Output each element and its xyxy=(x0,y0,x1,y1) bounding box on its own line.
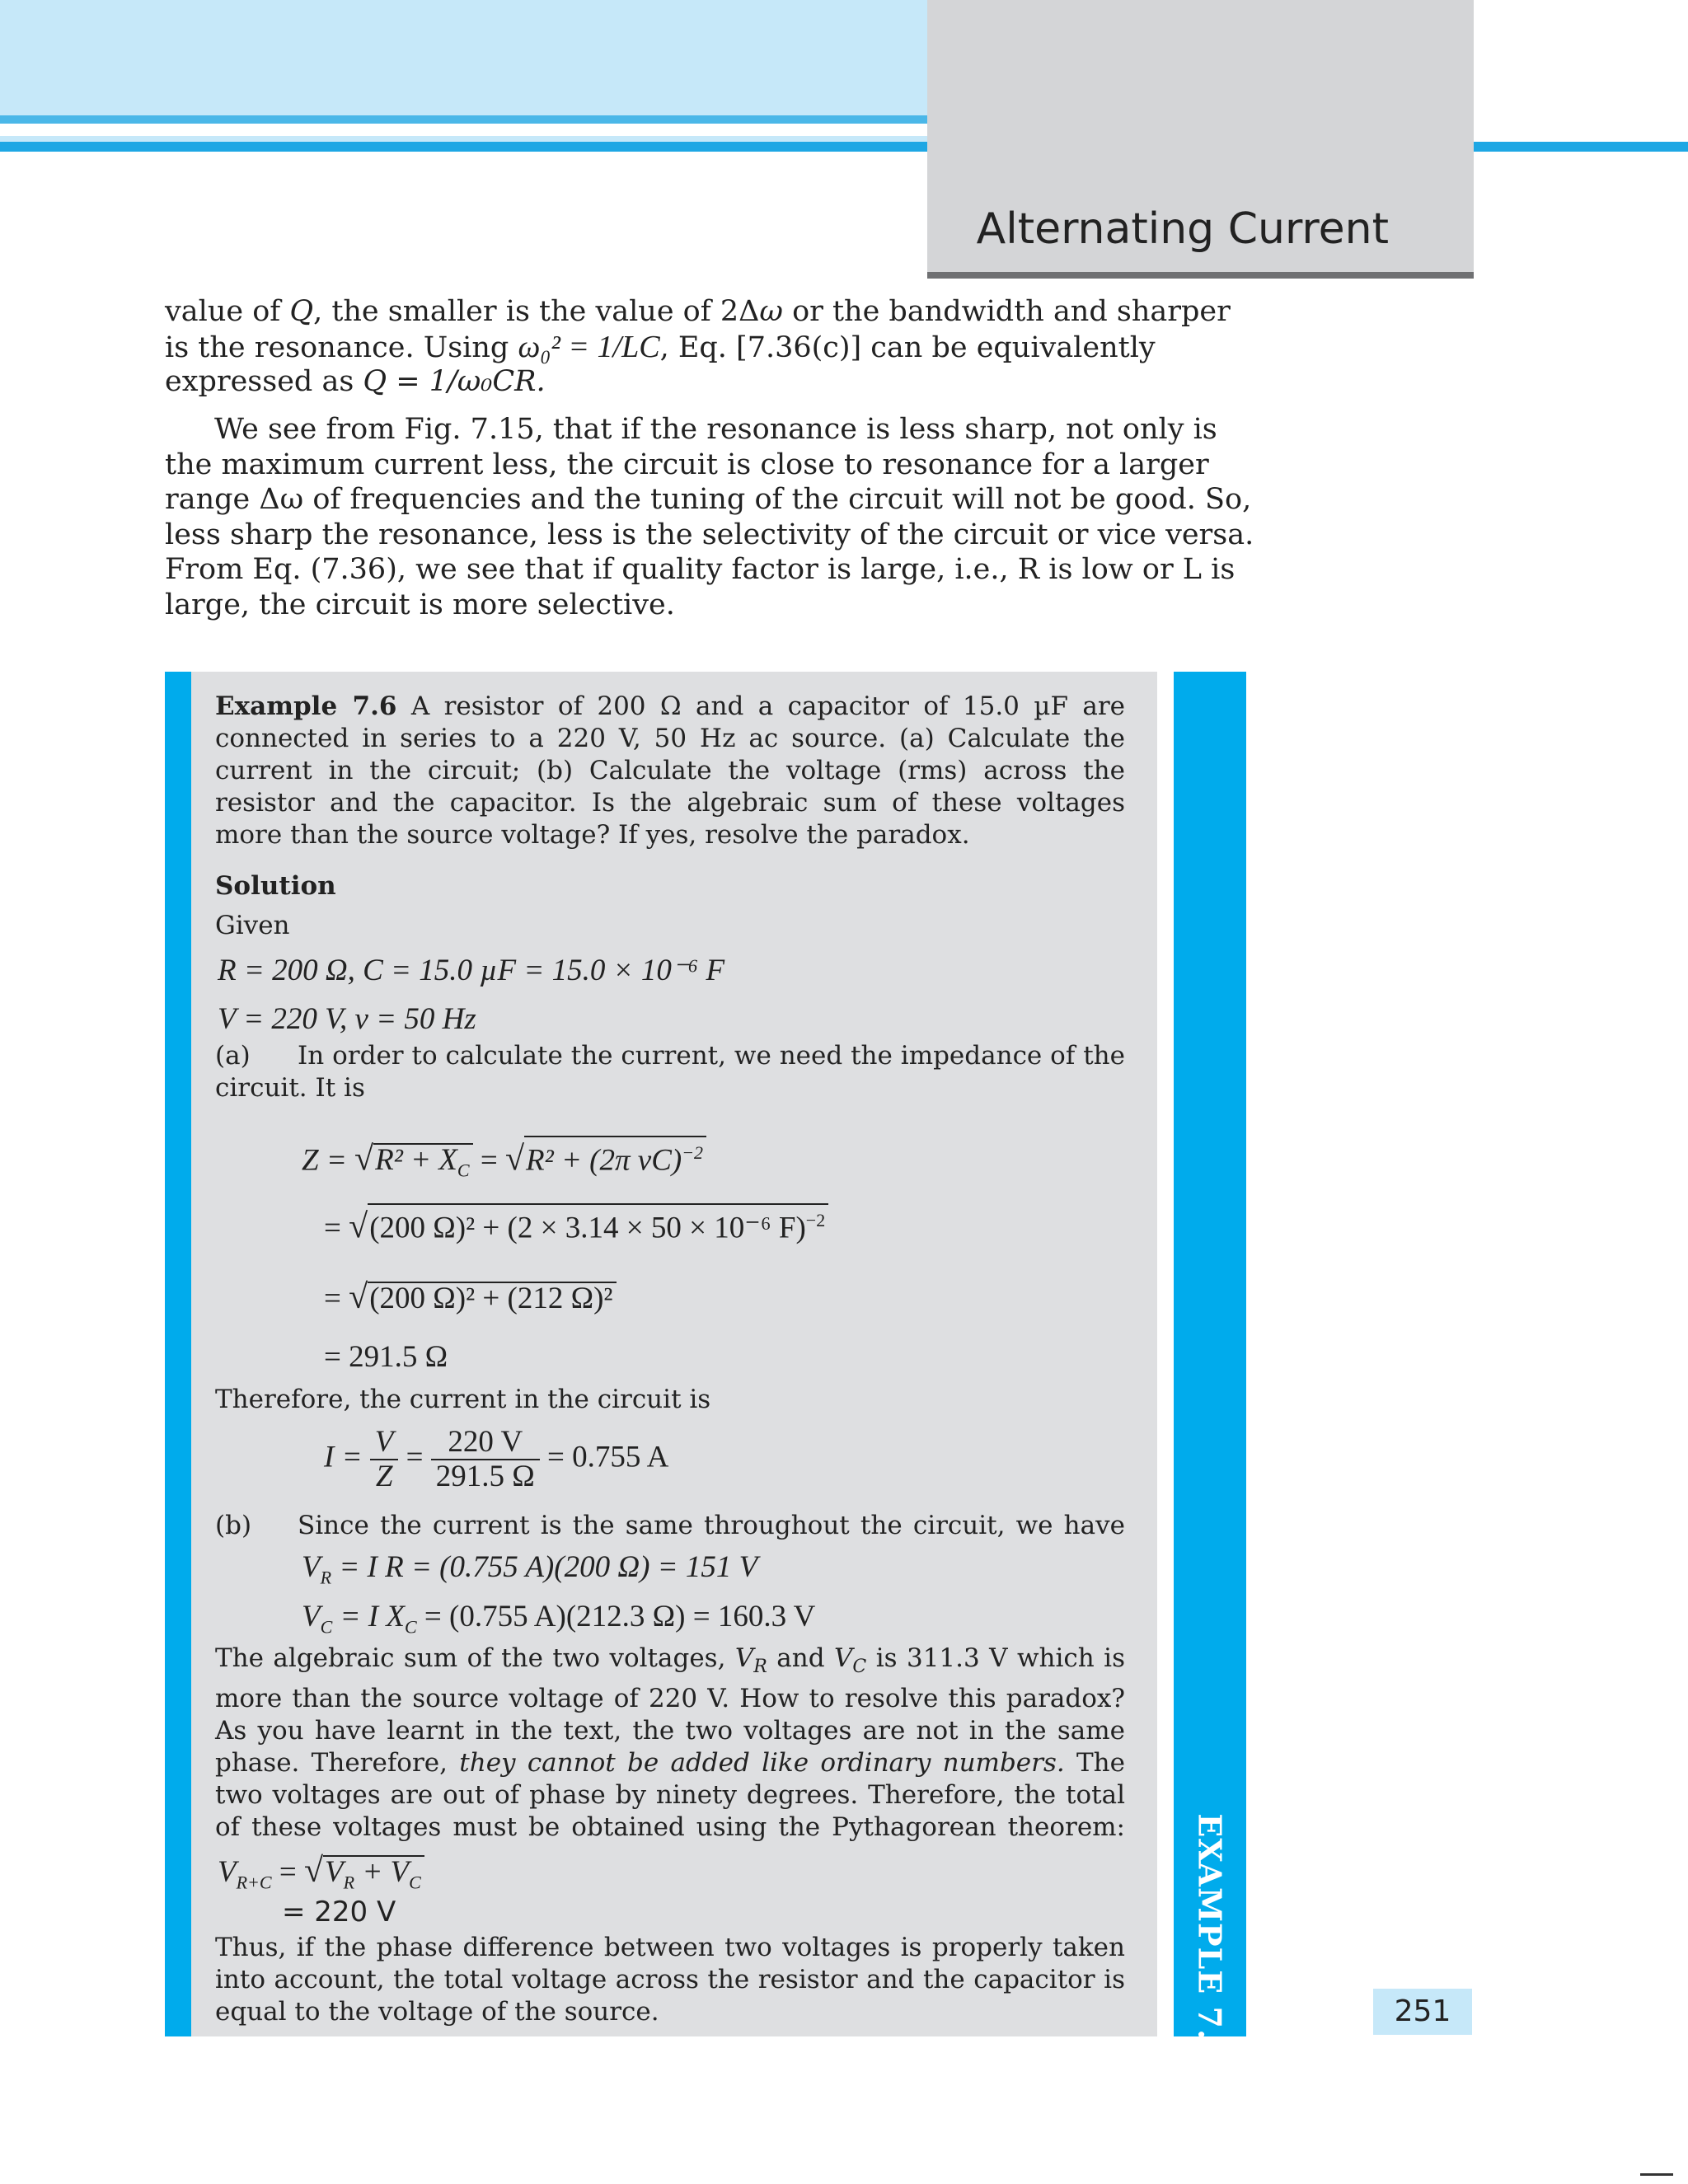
denominator: 291.5 Ω xyxy=(435,1460,535,1493)
symbol-v: V xyxy=(325,1855,344,1889)
radical-icon: √ xyxy=(349,1278,368,1316)
given-values-2: V = 220 V, ν = 50 Hz xyxy=(218,1002,476,1036)
final-line: equal to the voltage of the source. xyxy=(215,1997,659,2027)
z-equation-3 xyxy=(324,1277,617,1317)
given-line-2 xyxy=(218,1001,476,1037)
numerator: V xyxy=(370,1426,399,1460)
z-equation-1 xyxy=(302,1136,706,1187)
part-b-text xyxy=(298,1510,1125,1542)
paragraph-2 xyxy=(165,412,1254,622)
corner-mark xyxy=(1640,2173,1673,2176)
fraction-v-over-z xyxy=(370,1426,399,1493)
sum-line: more than the source voltage of 220 V. How to resolve this paradox? xyxy=(215,1684,1125,1714)
text: (200 Ω)² + (2 × 3.14 × 50 × 10⁻⁶ F) xyxy=(369,1211,806,1245)
symbol-v: V xyxy=(218,1855,237,1889)
example-left-bar xyxy=(165,672,191,2036)
problem-line xyxy=(215,691,1125,723)
text: The xyxy=(1064,1748,1125,1779)
text: R² + X xyxy=(375,1143,457,1178)
part-a-text xyxy=(298,1040,1125,1072)
vr-equation xyxy=(302,1549,757,1588)
problem-line: resistor and the capacitor. Is the algebraic sum of these voltages xyxy=(215,788,1125,818)
text: = (0.755 A)(212.3 Ω) = 160.3 V xyxy=(416,1600,816,1633)
therefore-current: Therefore, the current in the circuit is xyxy=(215,1385,711,1414)
given-line-1 xyxy=(218,952,724,988)
text: = I R = (0.755 A)(200 Ω) = 151 V xyxy=(331,1550,758,1584)
part-a-line: In order to calculate the current, we need the impedance of the xyxy=(298,1041,1125,1071)
problem-line: more than the source voltage? If yes, resolve the paradox. xyxy=(215,820,970,850)
problem-line: current in the circuit; (b) Calculate the voltage (rms) across the xyxy=(215,756,1125,785)
sum-paragraph xyxy=(215,1643,1125,1844)
symbol-omega: ω xyxy=(759,295,783,328)
radical-icon: √ xyxy=(354,1140,374,1179)
subscript: R xyxy=(320,1567,332,1588)
subscript: C xyxy=(404,1616,417,1638)
text: (200 Ω)² + (212 Ω)² xyxy=(369,1282,613,1315)
text: = I X xyxy=(332,1600,405,1633)
subscript: R+C xyxy=(236,1872,272,1893)
intro-line-1 xyxy=(165,294,1231,330)
part-a-label: (a) xyxy=(215,1041,251,1071)
symbol-v: V xyxy=(734,1643,754,1673)
example-heading: Example 7.6 xyxy=(215,691,397,721)
page-number: 251 xyxy=(1394,1994,1451,2028)
superscript: −2 xyxy=(682,1142,704,1163)
current-equation xyxy=(324,1426,668,1493)
text: phase. Therefore, xyxy=(215,1748,460,1779)
text: The algebraic sum of the two voltages, xyxy=(215,1643,735,1673)
text: expressed as xyxy=(165,365,363,398)
part-b-label: (b) xyxy=(215,1511,252,1540)
numerator: 220 V xyxy=(431,1426,540,1460)
text: + V xyxy=(354,1855,410,1889)
superscript: −2 xyxy=(805,1210,826,1230)
z-lhs: Z = xyxy=(302,1143,355,1178)
p2-line: less sharp the resonance, less is the selectivity of the circuit or vice versa. xyxy=(165,518,1254,551)
example-side-label: EXAMPLE 7.6 xyxy=(1191,1813,1229,2064)
radicand xyxy=(524,1136,706,1176)
text: A resistor of 200 Ω and a capacitor of 15.0 µF are xyxy=(396,691,1125,721)
text: is 311.3 V which is xyxy=(866,1643,1125,1673)
radical-icon: √ xyxy=(349,1207,368,1246)
subscript: C xyxy=(852,1657,867,1678)
text: or the bandwidth and sharper xyxy=(782,295,1231,328)
part-a-text-2: circuit. It is xyxy=(215,1073,365,1103)
italic-text: they cannot be added like ordinary numbers. xyxy=(459,1748,1065,1779)
equals: = xyxy=(324,1211,349,1245)
given-values-1: R = 200 Ω, C = 15.0 µF = 15.0 × 10⁻⁶ F xyxy=(218,954,725,987)
resonance-equation: ω₀² = 1/LC xyxy=(518,329,660,364)
header-gap xyxy=(0,136,927,142)
sum-line: two voltages are out of phase by ninety degrees. Therefore, the total xyxy=(215,1780,1125,1811)
sum-line xyxy=(215,1747,1125,1779)
header-background xyxy=(0,0,927,115)
given-label: Given xyxy=(215,911,290,940)
vrc-equation xyxy=(218,1851,424,1898)
radicand xyxy=(368,1203,828,1244)
vc-equation xyxy=(302,1599,815,1638)
intro-line-2 xyxy=(165,330,1158,365)
z-equation-2 xyxy=(324,1203,828,1246)
radical-icon: √ xyxy=(303,1852,324,1890)
fraction-values xyxy=(431,1426,540,1493)
radical-icon: √ xyxy=(504,1140,524,1179)
denominator: Z xyxy=(375,1460,393,1493)
header-stripe xyxy=(0,115,927,124)
text: , the smaller is the value of 2Δ xyxy=(313,295,760,328)
intro-paragraph xyxy=(165,294,1231,400)
i-lhs: I = xyxy=(324,1440,370,1474)
problem-line: connected in series to a 220 V, 50 Hz ac source. (a) Calculate the xyxy=(215,724,1125,753)
text: and xyxy=(767,1643,835,1673)
subscript: R xyxy=(753,1657,767,1678)
radicand xyxy=(323,1855,424,1898)
radicand xyxy=(368,1282,616,1315)
equals: = xyxy=(324,1282,349,1315)
symbol-v: V xyxy=(834,1643,853,1673)
equals: = xyxy=(271,1855,304,1889)
example-problem xyxy=(215,691,1125,851)
p2-line: large, the circuit is more selective. xyxy=(165,588,675,621)
subscript: C xyxy=(409,1872,421,1893)
z-equation-4: = 291.5 Ω xyxy=(324,1340,448,1374)
final-line: into account, the total voltage across the resistor and the capacitor is xyxy=(215,1965,1125,1994)
text: , Eq. [7.36(c)] can be equivalently xyxy=(659,330,1156,364)
p2-line: From Eq. (7.36), we see that if quality factor is large, i.e., R is low or L is xyxy=(165,553,1236,586)
sum-line xyxy=(215,1643,1125,1683)
text: is the resonance. Using xyxy=(165,330,518,364)
final-line: Thus, if the phase difference between two voltages is properly taken xyxy=(215,1933,1125,1962)
p2-line: the maximum current less, the circuit is close to resonance for a larger xyxy=(165,448,1209,481)
sum-line: of these voltages must be obtained using the Pythagorean theorem: xyxy=(215,1812,1125,1843)
symbol-q: Q xyxy=(289,295,314,328)
subscript: C xyxy=(457,1160,470,1181)
equals: = xyxy=(398,1440,431,1474)
p2-line: range Δω of frequencies and the tuning of the circuit will not be good. So, xyxy=(165,483,1252,516)
sum-line: As you have learnt in the text, the two voltages are not in the same xyxy=(215,1716,1125,1746)
vrc-result: = 220 V xyxy=(282,1896,396,1929)
text: value of xyxy=(165,295,290,328)
part-b-line: Since the current is the same throughout the circuit, we have xyxy=(298,1511,1125,1540)
subscript: R xyxy=(343,1872,355,1893)
radicand xyxy=(373,1143,472,1186)
solution-heading: Solution xyxy=(215,871,336,901)
q-equation: Q = 1/ω₀CR. xyxy=(363,365,546,398)
p2-line: We see from Fig. 7.15, that if the resonance is less sharp, not only is xyxy=(214,413,1217,446)
intro-line-3 xyxy=(165,364,1158,400)
symbol-v: V xyxy=(302,1550,321,1584)
text: R² + (2π νC) xyxy=(526,1143,682,1178)
chapter-title: Alternating Current xyxy=(976,204,1389,254)
chapter-title-underline xyxy=(927,272,1474,279)
subscript: C xyxy=(320,1616,333,1638)
symbol-v: V xyxy=(302,1600,321,1633)
result: = 0.755 A xyxy=(539,1440,669,1474)
final-paragraph xyxy=(215,1932,1125,2028)
equals: = xyxy=(472,1143,505,1178)
